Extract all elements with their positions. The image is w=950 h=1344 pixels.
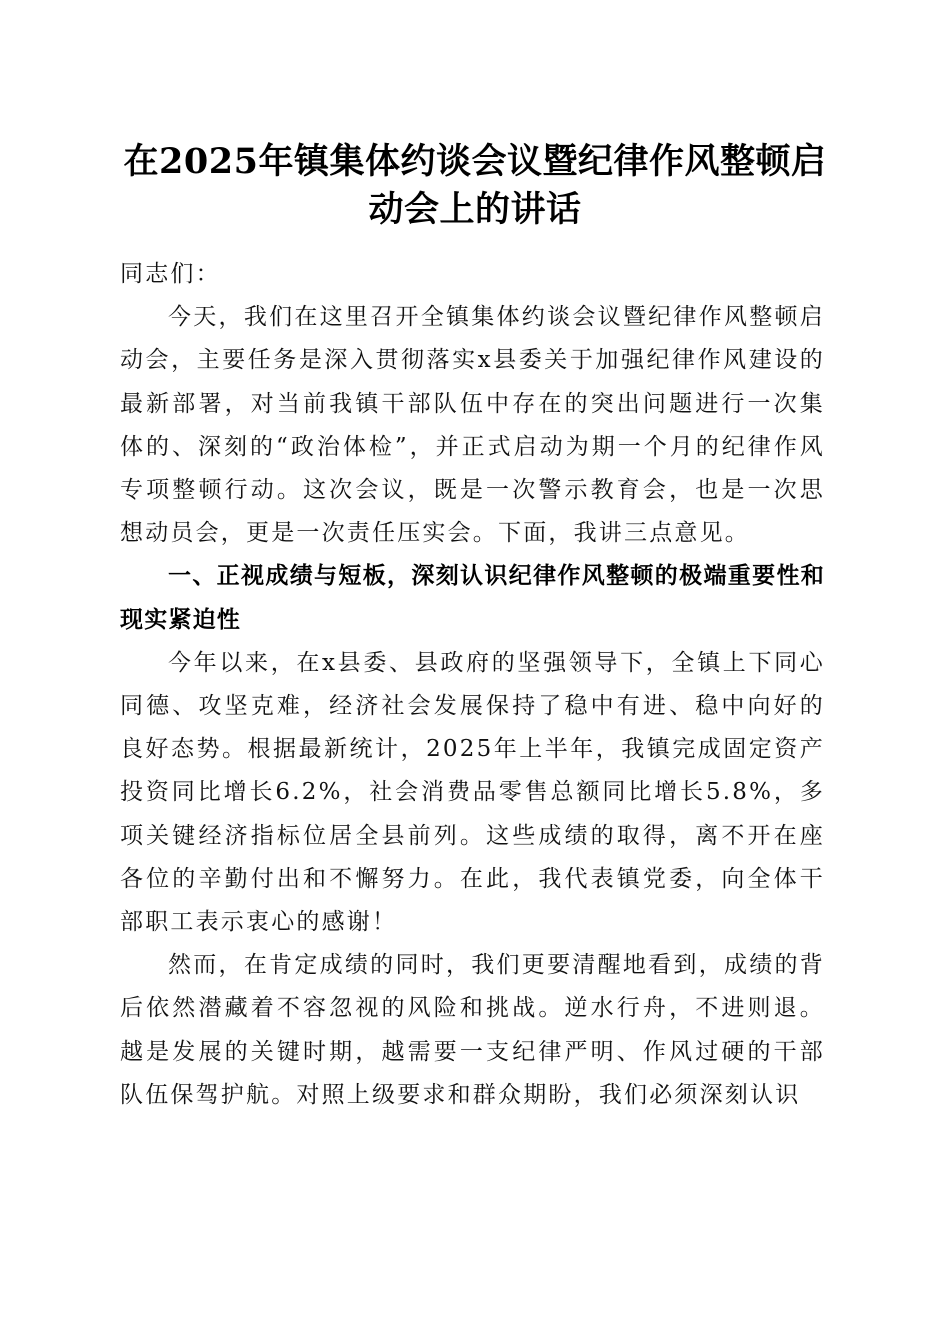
paragraph-intro: 今天，我们在这里召开全镇集体约谈会议暨纪律作风整顿启动会，主要任务是深入贯彻落实x县委关于加强纪律作风建设的最新部署，对当前我镇干部队伍中存在的突出问题进行一次集体的、深刻的“政治体检”，并正式启动为期一个月的纪律作风专项整顿行动。这次会议，既是一次警示教育会，也是一次思想动员会，更是一次责任压实会。下面，我讲三点意见。 bbox=[120, 304, 825, 547]
document-body bbox=[120, 253, 825, 1117]
paragraph-challenges: 然而，在肯定成绩的同时，我们更要清醒地看到，成绩的背后依然潜藏着不容忽视的风险和挑战。逆水行舟，不进则退。越是发展的关键时期，越需要一支纪律严明、作风过硬的干部队伍保驾护航。对照上级要求和群众期盼，我们必须深刻认识 bbox=[120, 952, 825, 1108]
section-heading-1: 一、正视成绩与短板，深刻认识纪律作风整顿的极端重要性和现实紧迫性 bbox=[120, 563, 825, 633]
document-title: 在2025年镇集体约谈会议暨纪律作风整顿启动会上的讲话 bbox=[123, 141, 827, 230]
paragraph-achievements: 今年以来，在x县委、县政府的坚强领导下，全镇上下同心同德、攻坚克难，经济社会发展保持了稳中有进、稳中向好的良好态势。根据最新统计，2025年上半年，我镇完成固定资产投资同比增长6.2%，社会消费品零售总额同比增长5.8%，多项关键经济指标位居全县前列。这些成绩的取得，离不开在座各位的辛勤付出和不懈努力。在此，我代表镇党委，向全体干部职工表示衷心的感谢！ bbox=[120, 649, 825, 936]
salutation: 同志们： bbox=[120, 261, 221, 287]
